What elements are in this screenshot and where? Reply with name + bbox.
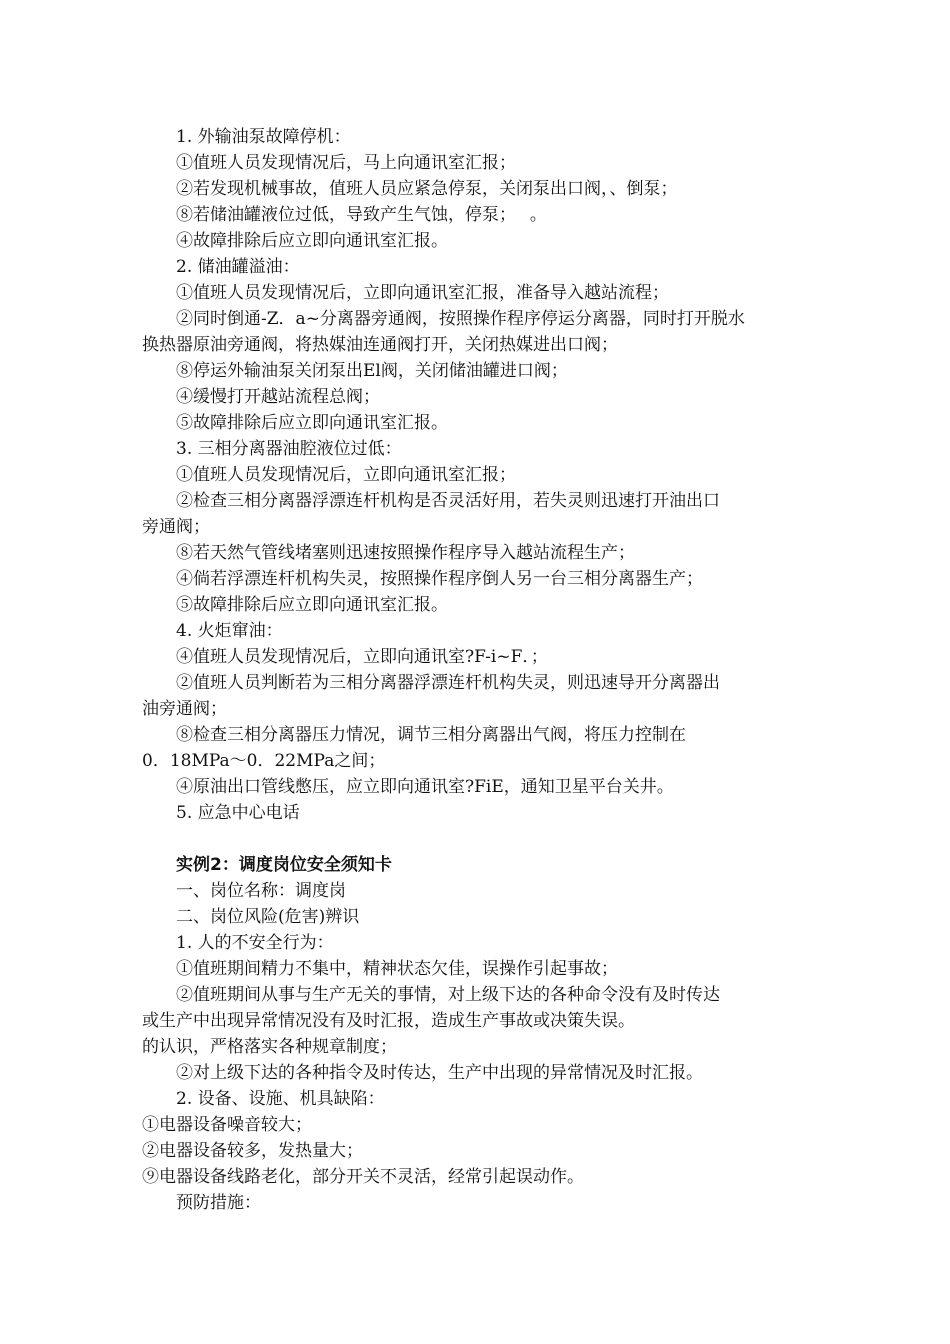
spacer [142, 826, 822, 852]
paragraph-line-continued: 油旁通阀； [142, 699, 227, 719]
section-title: 实例2：调度岗位安全须知卡 [176, 855, 392, 875]
paragraph-line: ⑧若天然气管线堵塞则迅速按照操作程序导入越站流程生产； [176, 543, 635, 563]
paragraph-line-continued: 旁通阀； [142, 517, 210, 537]
paragraph-line: ⑧检查三相分离器压力情况，调节三相分离器出气阀，将压力控制在 [176, 725, 686, 745]
paragraph-line: ⑨电器设备线路老化，部分开关不灵活，经常引起误动作。 [142, 1167, 584, 1187]
heading-pump-failure: 1. 外输油泵故障停机： [176, 127, 351, 147]
paragraph-line: 二、岗位风险(危害)辨识 [176, 907, 360, 927]
paragraph-line: ⑧若储油罐液位过低，导致产生气蚀，停泵； 。 [176, 205, 547, 225]
paragraph-line: ②同时倒通-Z．a~分离器旁通阀，按照操作程序停运分离器，同时打开脱水 [176, 309, 745, 329]
paragraph-line-continued: 0．18MPa～0．22MPa之间； [142, 751, 386, 771]
paragraph-line: ⑤故障排除后应立即向通讯室汇报。 [176, 595, 448, 615]
paragraph-line: ②值班人员判断若为三相分离器浮漂连杆机构失灵，则迅速导开分离器出 [176, 673, 720, 693]
heading-tank-overflow: 2. 储油罐溢油： [176, 257, 300, 277]
paragraph-line: ②若发现机械事故，值班人员应紧急停泵，关闭泵出口阀，、倒泵； [176, 179, 678, 199]
paragraph-line: ①值班期间精力不集中，精神状态欠佳，误操作引起事故； [176, 959, 618, 979]
heading-separator-low-level: 3. 三相分离器油腔液位过低： [176, 439, 402, 459]
paragraph-line: ①电器设备噪音较大； [142, 1115, 312, 1135]
paragraph-line: ①值班人员发现情况后，马上向通讯室汇报； [176, 153, 516, 173]
document-body [142, 124, 822, 1216]
paragraph-line: ④倘若浮漂连杆机构失灵，按照操作程序倒人另一台三相分离器生产； [176, 569, 703, 589]
heading-unsafe-behavior: 1. 人的不安全行为： [176, 933, 334, 953]
paragraph-line: ④值班人员发现情况后，立即向通讯室?F-i~F．； [176, 647, 548, 667]
paragraph-line-continued: 或生产中出现异常情况没有及时汇报，造成生产事故或决策失误。 [142, 1011, 635, 1031]
paragraph-line-continued: 的认识，严格落实各种规章制度； [142, 1037, 397, 1057]
paragraph-line: ②值班期间从事与生产无关的事情，对上级下达的各种命令没有及时传达 [176, 985, 720, 1005]
paragraph-line: ④原油出口管线憋压，应立即向通讯室?FiE，通知卫星平台关井。 [176, 777, 674, 797]
heading-preventive-measures: 预防措施： [176, 1193, 261, 1213]
paragraph-line: ①值班人员发现情况后，立即向通讯室汇报，准备导入越站流程； [176, 283, 669, 303]
paragraph-line: ②电器设备较多，发热量大； [142, 1141, 363, 1161]
paragraph-line: ①值班人员发现情况后，立即向通讯室汇报； [176, 465, 516, 485]
heading-equipment-defects: 2. 设备、设施、机具缺陷： [176, 1089, 385, 1109]
paragraph-line-continued: 换热器原油旁通阀，将热媒油连通阀打开，关闭热媒进出口阀； [142, 335, 618, 355]
paragraph-line: ⑤故障排除后应立即向通讯室汇报。 [176, 413, 448, 433]
paragraph-line: ②检查三相分离器浮漂连杆机构是否灵活好用，若失灵则迅速打开油出口 [176, 491, 720, 511]
paragraph-line: ④缓慢打开越站流程总阀； [176, 387, 380, 407]
heading-flare-oil: 4. 火炬窜油： [176, 621, 283, 641]
paragraph-line: 一、岗位名称：调度岗 [176, 881, 346, 901]
heading-emergency-phone: 5. 应急中心电话 [176, 803, 300, 823]
paragraph-line: ⑧停运外输油泵关闭泵出El阀，关闭储油罐进口阀； [176, 361, 568, 381]
paragraph-line: ④故障排除后应立即向通讯室汇报。 [176, 231, 448, 251]
paragraph-line: ②对上级下达的各种指令及时传达，生产中出现的异常情况及时汇报。 [176, 1063, 703, 1083]
